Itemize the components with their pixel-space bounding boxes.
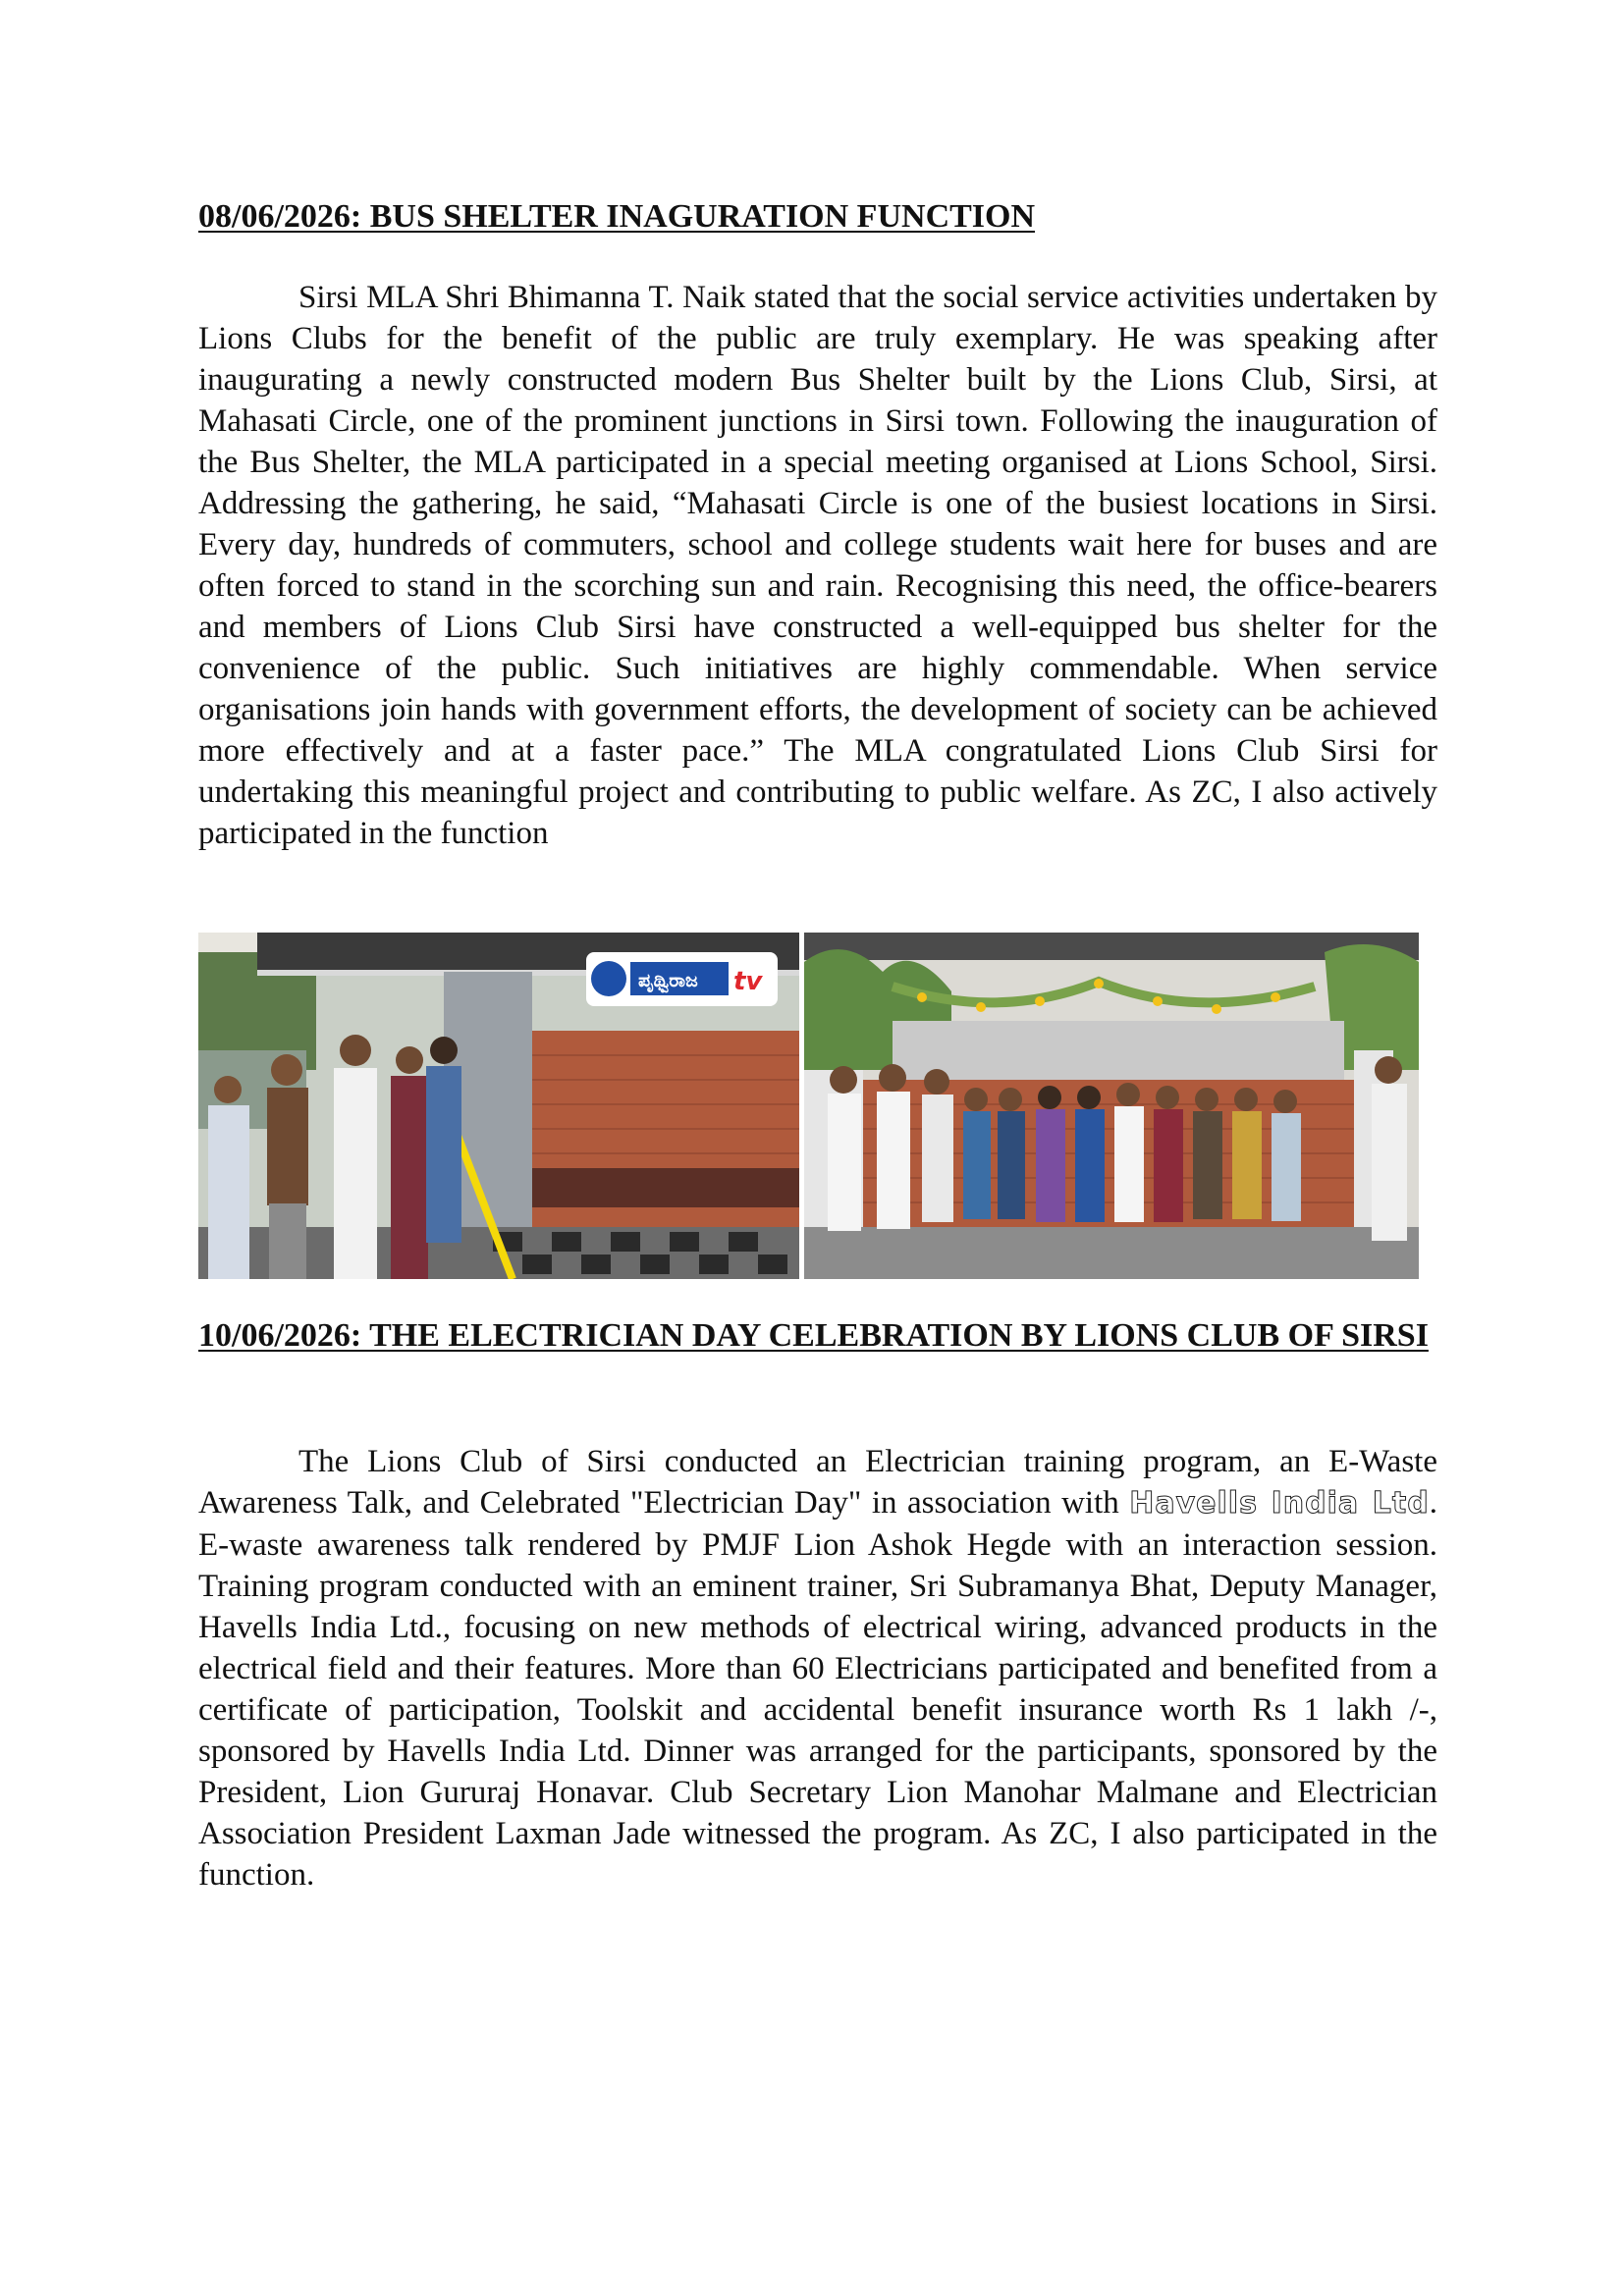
photo-group-at-shelter (804, 933, 1419, 1279)
paragraph-text-part-2: . E-waste awareness talk rendered by PMJF Lion Ashok Hegde with an interaction session. Training program conducted with an eminent trainer, Sri Subramanya Bhat, Deputy Manager, Havells India Ltd., focusing on new methods of electrical wiring, advanced products in the electrical field and their features. More than 60 Electricians participated and benefited from a certificate of participation, Toolskit and accidental benefit insurance worth Rs 1 lakh /-, sponsored by Havells India Ltd. Dinner was arranged for the participants, sponsored by the President, Lion Gururaj Honavar. Club Secretary Lion Manohar Malmane and Electrician Association President Laxman Jade witnessed the program. As ZC, I also participated in the function. (198, 1485, 1437, 1893)
photo-ribbon-cutting (198, 933, 799, 1279)
photo-logo-text: ಪೃಥ್ವಿರಾಜ (638, 970, 698, 991)
section-paragraph-bus-shelter: Sirsi MLA Shri Bhimanna T. Naik stated that the social service activities undertaken by Lions Clubs for the benefit of the public are truly exemplary. He was speaking after inaugurating a newly constructed modern Bus Shelter built by the Lions Club, Sirsi, at Mahasati Circle, one of the prominent junctions in Sirsi town. Following the inauguration of the Bus Shelter, the MLA participated in a special meeting organised at Lions School, Sirsi. Addressing the gathering, he said, “Mahasati Circle is one of the busiest locations in Sirsi. Every day, hundreds of commuters, school and college students wait here for buses and are often forced to stand in the scorching sun and rain. Recognising this need, the office-bearers and members of Lions Club Sirsi have constructed a well-equipped bus shelter for the convenience of the public. Such initiatives are highly commendable. When service organisations join hands with government efforts, the development of society can be achieved more effectively and at a faster pace.” The MLA congratulated Lions Club Sirsi for undertaking this meaningful project and contributing to public welfare. As ZC, I also actively participated in the function (198, 280, 1437, 851)
section-paragraph-electrician-day (198, 1441, 1437, 1896)
brand-name-havells: Havells India Ltd (1129, 1486, 1430, 1521)
section-heading-electrician-day: 10/06/2026: THE ELECTRICIAN DAY CELEBRATION BY LIONS CLUB OF SIRSI (198, 1317, 1429, 1354)
paragraph-text-part-1: The Lions Club of Sirsi conducted an Electrician training program, an E-Waste Awareness Talk, and Celebrated "Electrician Day" in association with (198, 1444, 1437, 1521)
section-heading-bus-shelter: 08/06/2026: BUS SHELTER INAGURATION FUNCTION (198, 198, 1036, 235)
photo-logo-tv: tv (733, 967, 763, 996)
